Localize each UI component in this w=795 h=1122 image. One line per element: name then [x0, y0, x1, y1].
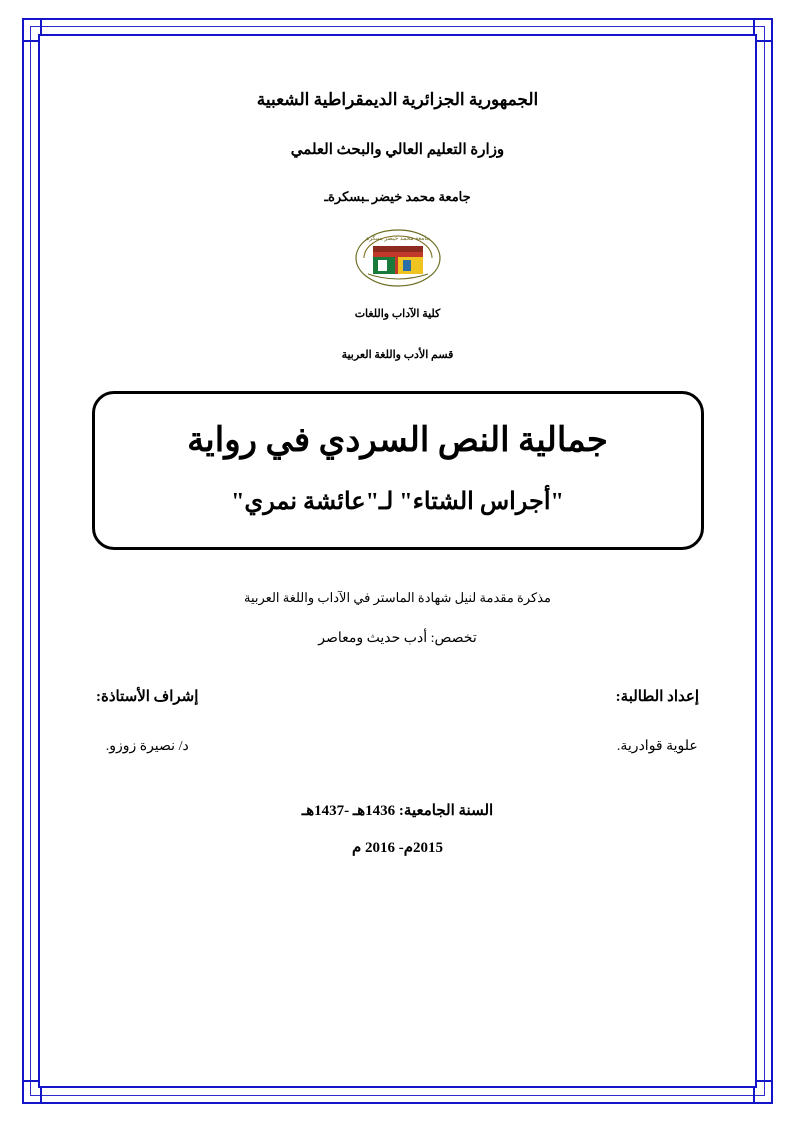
- thesis-title-box: [92, 391, 704, 550]
- border-tick: [40, 18, 42, 36]
- border-tick: [22, 1080, 40, 1082]
- academic-year-gregorian: 2015م- 2016 م: [351, 839, 444, 856]
- thesis-title-sub: "أجراس الشتاء" لـ"عائشة نمري": [231, 488, 564, 515]
- border-tick: [753, 1086, 755, 1104]
- svg-text:جامعة محمد خيضر بسكرة: جامعة محمد خيضر بسكرة: [365, 236, 430, 242]
- cover-content: [60, 60, 735, 1062]
- faculty-heading: كلية الآداب واللغات: [354, 308, 441, 320]
- border-tick: [753, 18, 755, 36]
- border-tick: [755, 1080, 773, 1082]
- university-logo-wrap: [60, 227, 735, 289]
- supervisor-block: [96, 687, 198, 755]
- degree-note: مذكرة مقدمة لنيل شهادة الماستر في الآداب واللغة العربية: [243, 589, 552, 605]
- republic-heading: الجمهورية الجزائرية الديمقراطية الشعبية: [256, 90, 539, 109]
- university-heading: جامعة محمد خيضر ـبسكرةـ: [324, 189, 471, 204]
- ministry-heading: وزارة التعليم العالي والبحث العلمي: [290, 142, 505, 158]
- student-block: [616, 687, 699, 755]
- supervisor-name: د/ نصيرة زوزو.: [105, 738, 189, 754]
- border-tick: [22, 40, 40, 42]
- thesis-title-main: جمالية النص السردي في رواية: [187, 422, 608, 459]
- people-row: [60, 687, 735, 755]
- border-tick: [755, 40, 773, 42]
- student-role-label: إعداد الطالبة:: [615, 688, 699, 705]
- student-name: علوية قوادرية.: [616, 738, 698, 754]
- specialty-note: تخصص: أدب حديث ومعاصر: [318, 630, 477, 646]
- academic-year-hijri: السنة الجامعية: 1436هـ -1437هـ: [301, 802, 494, 819]
- university-emblem-icon: [354, 227, 442, 289]
- border-tick: [40, 1086, 42, 1104]
- department-heading: قسم الأدب واللغة العربية: [341, 349, 454, 361]
- supervisor-role-label: إشراف الأستاذة:: [96, 688, 199, 705]
